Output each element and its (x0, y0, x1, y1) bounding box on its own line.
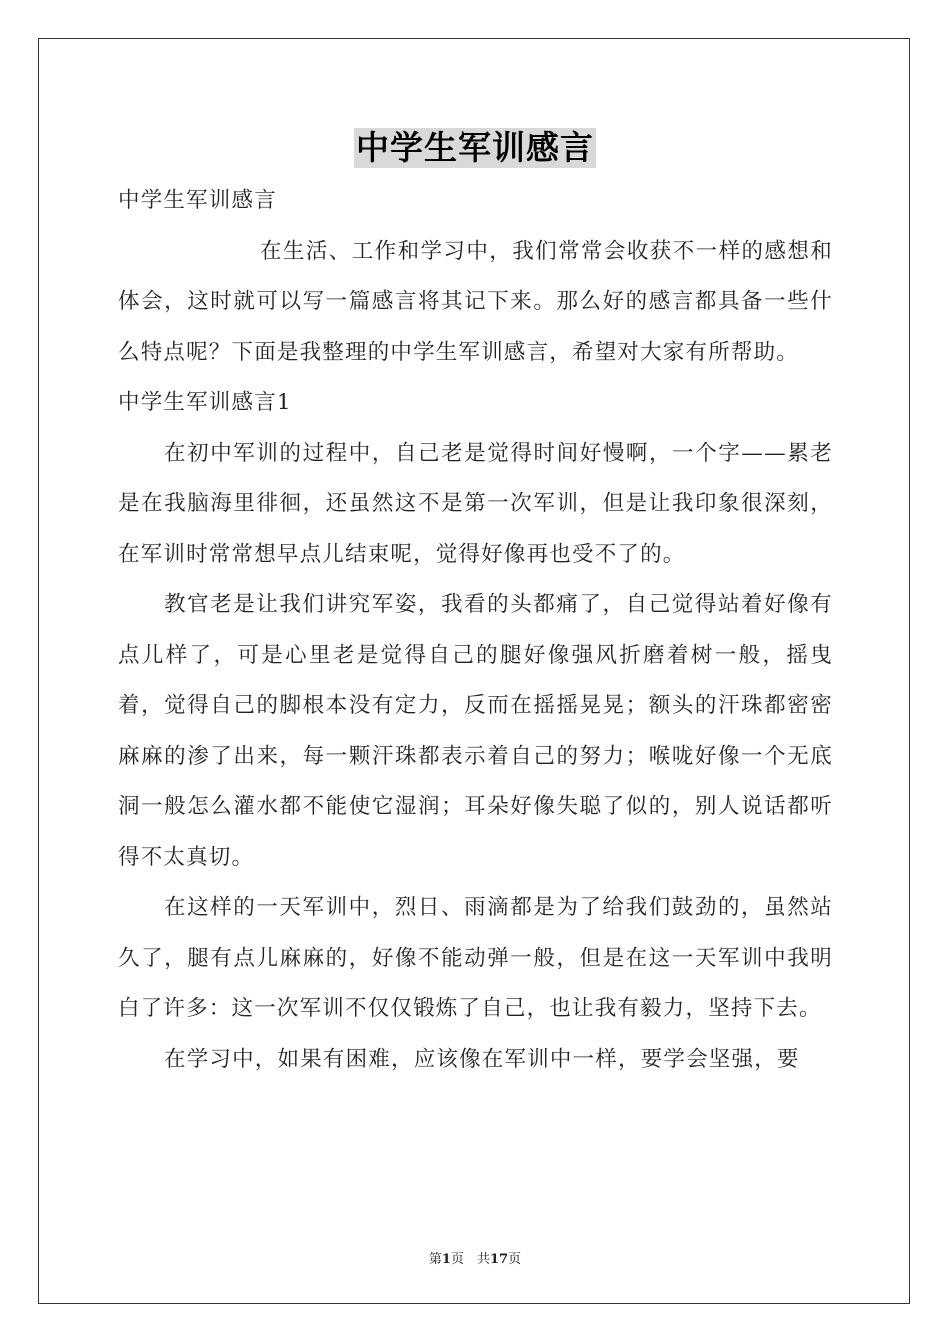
footer-suffix: 页 (508, 1252, 522, 1267)
document-body (118, 176, 833, 1085)
footer-current-page: 1 (441, 1252, 451, 1267)
title-container (0, 128, 950, 168)
footer-prefix: 第 (428, 1252, 442, 1267)
page-footer (0, 1248, 950, 1267)
intro-paragraph: 在生活、工作和学习中，我们常常会收获不一样的感想和体会，这时就可以写一篇感言将其记下来。那么好的感言都具备一些什么特点呢？下面是我整理的中学生军训感言，希望对大家有所帮助。 (118, 238, 833, 365)
footer-total-pages: 17 (489, 1252, 509, 1267)
footer-middle: 页 共 (450, 1252, 490, 1267)
body-paragraph: 在这样的一天军训中，烈日、雨滴都是为了给我们鼓劲的，虽然站久了，腿有点儿麻麻的，好像不能动弹一般，但是在这一天军训中我明白了许多：这一次军训不仅仅锻炼了自己，也让我有毅力，坚持下去。 (118, 895, 833, 1021)
body-paragraph: 在初中军训的过程中，自己老是觉得时间好慢啊，一个字——累老是在我脑海里徘徊，还虽然这不是第一次军训，但是让我印象很深刻，在军训时常常想早点儿结束呢，觉得好像再也受不了的。 (118, 440, 833, 567)
section-heading: 中学生军训感言1 (118, 390, 292, 415)
document-title: 中学生军训感言 (356, 128, 594, 167)
subtitle-line: 中学生军训感言 (118, 188, 277, 213)
body-paragraph: 教官老是让我们讲究军姿，我看的头都痛了，自己觉得站着好像有点儿样了，可是心里老是觉得自己的腿好像强风折磨着树一般，摇曳着，觉得自己的脚根本没有定力，反而在摇摇晃晃；额头的汗珠都密密麻麻的渗了出来，每一颗汗珠都表示着自己的努力；喉咙好像一个无底洞一般怎么灌水都不能使它湿润；耳朵好像失聪了似的，别人说话都听得不太真切。 (118, 592, 833, 870)
body-paragraph: 在学习中，如果有困难，应该像在军训中一样，要学会坚强，要 (164, 1046, 800, 1072)
